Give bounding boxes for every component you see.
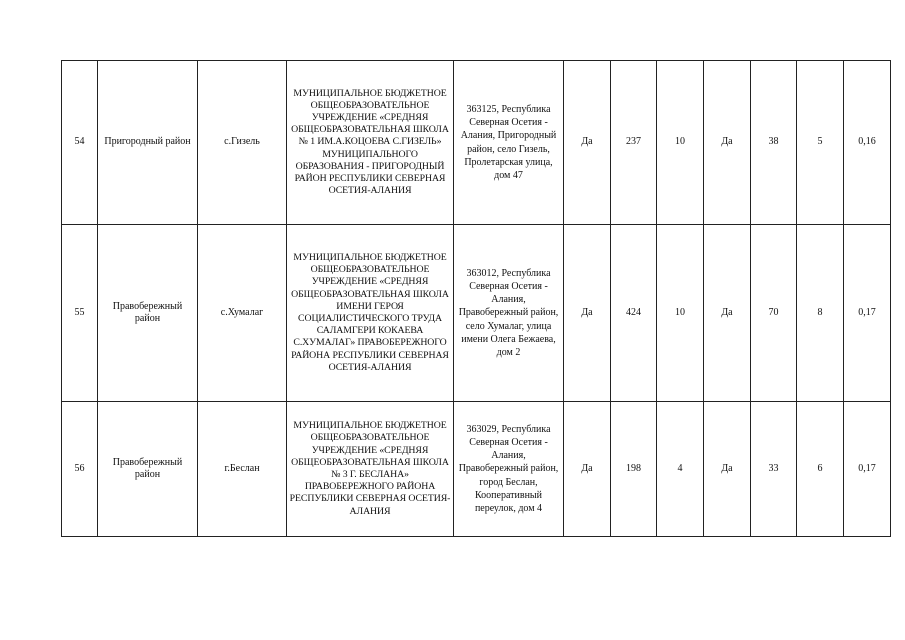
value4-cell: 5: [797, 61, 844, 225]
district-cell: Правобережный район: [98, 225, 198, 402]
flag2-cell: Да: [704, 225, 751, 402]
settlement-cell: с.Хумалаг: [198, 225, 287, 402]
organization-cell: МУНИЦИПАЛЬНОЕ БЮДЖЕТНОЕ ОБЩЕОБРАЗОВАТЕЛЬНОЕ УЧРЕЖДЕНИЕ «СРЕДНЯЯ ОБЩЕОБРАЗОВАТЕЛЬНАЯ ШКОЛА № 1 ИМ.А.КОЦОЕВА С.ГИЗЕЛЬ» МУНИЦИПАЛЬНОГО ОБРАЗОВАНИЯ - ПРИГОРОДНЫЙ РАЙОН РЕСПУБЛИКИ СЕВЕРНАЯ ОСЕТИЯ-АЛАНИЯ: [287, 61, 454, 225]
value5-cell: 0,16: [844, 61, 891, 225]
value2-cell: 4: [657, 402, 704, 537]
value3-cell: 33: [751, 402, 797, 537]
flag1-cell: Да: [564, 225, 611, 402]
district-cell: Правобережный район: [98, 402, 198, 537]
address-cell: 363029, Республика Северная Осетия - Алания, Правобережный район, город Беслан, Кооперативный переулок, дом 4: [454, 402, 564, 537]
schools-table: [61, 60, 891, 537]
flag1-cell: Да: [564, 402, 611, 537]
value5-cell: 0,17: [844, 402, 891, 537]
value1-cell: 237: [611, 61, 657, 225]
value5-cell: 0,17: [844, 225, 891, 402]
flag2-cell: Да: [704, 61, 751, 225]
table-row: [62, 225, 891, 402]
organization-cell: МУНИЦИПАЛЬНОЕ БЮДЖЕТНОЕ ОБЩЕОБРАЗОВАТЕЛЬНОЕ УЧРЕЖДЕНИЕ «СРЕДНЯЯ ОБЩЕОБРАЗОВАТЕЛЬНАЯ ШКОЛА № 3 Г. БЕСЛАНА» ПРАВОБЕРЕЖНОГО РАЙОНА РЕСПУБЛИКИ СЕВЕРНАЯ ОСЕТИЯ-АЛАНИЯ: [287, 402, 454, 537]
table-row: [62, 402, 891, 537]
flag2-cell: Да: [704, 402, 751, 537]
settlement-cell: с.Гизель: [198, 61, 287, 225]
row-number: 56: [62, 402, 98, 537]
value1-cell: 198: [611, 402, 657, 537]
settlement-cell: г.Беслан: [198, 402, 287, 537]
row-number: 55: [62, 225, 98, 402]
value3-cell: 38: [751, 61, 797, 225]
row-number: 54: [62, 61, 98, 225]
value3-cell: 70: [751, 225, 797, 402]
value2-cell: 10: [657, 225, 704, 402]
flag1-cell: Да: [564, 61, 611, 225]
table-row: [62, 61, 891, 225]
value4-cell: 8: [797, 225, 844, 402]
value1-cell: 424: [611, 225, 657, 402]
address-cell: 363012, Республика Северная Осетия - Алания, Правобережный район, село Хумалаг, улица имени Олега Бежаева, дом 2: [454, 225, 564, 402]
value4-cell: 6: [797, 402, 844, 537]
district-cell: Пригородный район: [98, 61, 198, 225]
organization-cell: МУНИЦИПАЛЬНОЕ БЮДЖЕТНОЕ ОБЩЕОБРАЗОВАТЕЛЬНОЕ УЧРЕЖДЕНИЕ «СРЕДНЯЯ ОБЩЕОБРАЗОВАТЕЛЬНАЯ ШКОЛА ИМЕНИ ГЕРОЯ СОЦИАЛИСТИЧЕСКОГО ТРУДА САЛАМГЕРИ КОКАЕВА С.ХУМАЛАГ» ПРАВОБЕРЕЖНОГО РАЙОНА РЕСПУБЛИКИ СЕВЕРНАЯ ОСЕТИЯ-АЛАНИЯ: [287, 225, 454, 402]
address-cell: 363125, Республика Северная Осетия - Алания, Пригородный район, село Гизель, Пролетарская улица, дом 47: [454, 61, 564, 225]
value2-cell: 10: [657, 61, 704, 225]
